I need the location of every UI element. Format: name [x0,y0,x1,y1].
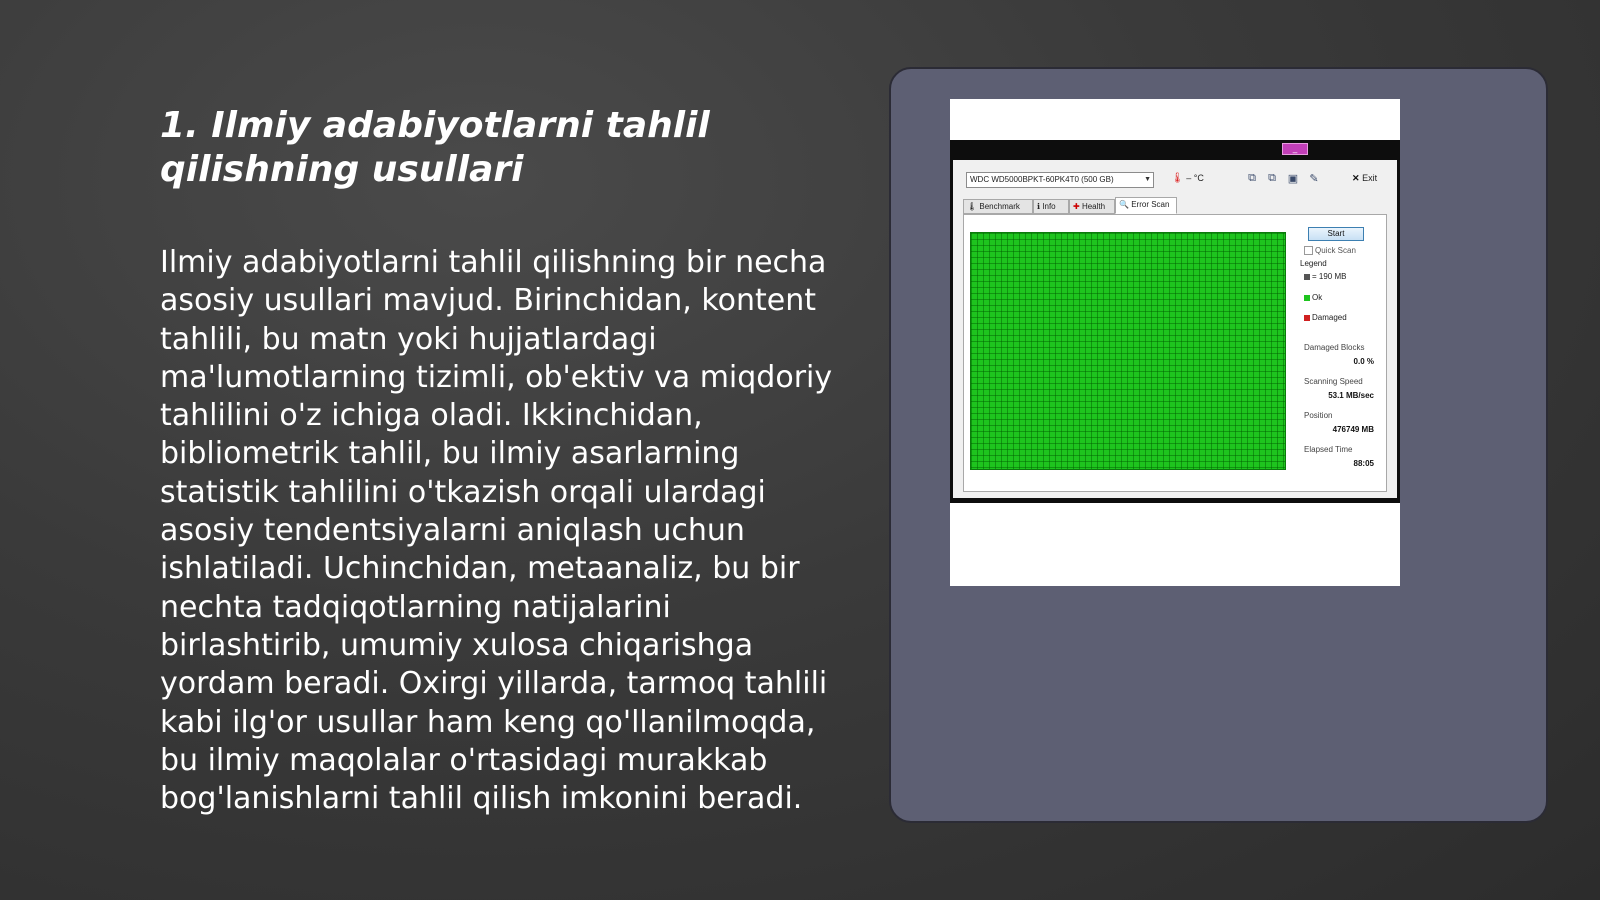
scanning-speed-value: 53.1 MB/sec [1328,391,1374,400]
tab-benchmark[interactable]: 🌡 Benchmark [963,199,1033,214]
exit-button[interactable] [1352,173,1377,184]
tab-info[interactable]: ℹ Info [1033,199,1069,214]
legend-title: Legend [1300,259,1327,268]
legend-ok: Ok [1304,293,1322,302]
start-button[interactable]: Start [1308,227,1364,241]
window-client [953,160,1397,498]
info-icon: ℹ [1037,202,1041,211]
damaged-blocks-value: 0.0 % [1353,357,1374,366]
exit-label: Exit [1362,173,1378,183]
minimize-button[interactable]: _ [1282,143,1308,155]
quick-scan-checkbox[interactable]: Quick Scan [1304,246,1356,255]
elapsed-time-value: 88:05 [1353,459,1374,468]
block-swatch-icon [1304,274,1310,280]
chevron-down-icon: ▼ [1144,176,1151,183]
scan-block-grid [970,232,1286,470]
position-label: Position [1304,411,1333,420]
legend-damaged: Damaged [1304,313,1347,322]
slide-body-text: Ilmiy adabiyotlarni tahlil qilishning bir necha asosiy usullari mavjud. Birinchidan, kontent tahlili, bu matn yoki hujjatlardagi ma'lumotlarning tizimli, ob'ektiv va miqdoriy tahlilini o'z ichiga oladi. Ikkinchidan, bibliometrik tahlil, bu ilmiy asarlarning statistik tahlilini o'tkazish orqali ulardagi asosiy tendentsiyalarni aniqlash uchun ishlatiladi. Uchinchidan, metaanaliz, bu bir nechta tadqiqotlarning natijalarini birlashtirib, umumiy xulosa chiqarishga yordam beradi. Oxirgi yillarda, tarmoq tahlili kabi ilg'or usullar ham keng qo'llanilmoqda, bu ilmiy maqolalar o'rtasidagi murakkab bog'lanishlarni tahlil qilish imkonini beradi. [160,245,833,817]
temperature-readout [1171,173,1204,184]
scanning-speed-label: Scanning Speed [1304,377,1363,386]
options-icon[interactable]: ✎ [1309,173,1319,185]
screenshot-image [950,99,1400,586]
health-icon: ✚ [1073,202,1080,211]
legend-block-size: = 190 MB [1304,272,1346,281]
temperature-value: – °C [1186,173,1204,183]
copy-text-icon[interactable]: ⧉ [1248,172,1256,184]
position-value: 476749 MB [1332,425,1374,434]
error-scan-panel [963,214,1387,492]
checkbox-box [1304,246,1313,255]
drive-select[interactable] [966,172,1154,188]
copy-screenshot-icon[interactable]: ⧉ [1268,172,1276,184]
close-icon: ✕ [1352,173,1360,183]
hdtune-window [950,140,1400,503]
drive-select-value: WDC WD5000BPKT-60PK4T0 (500 GB) [970,175,1114,184]
ok-swatch-icon [1304,295,1310,301]
tab-error-scan[interactable]: 🔍 Error Scan [1115,197,1177,214]
window-titlebar [950,140,1400,158]
elapsed-time-label: Elapsed Time [1304,445,1353,454]
save-icon[interactable]: ▣ [1287,173,1299,185]
thermometer-icon: 🌡 [1171,173,1184,184]
damaged-swatch-icon [1304,315,1310,321]
magnifier-icon: 🔍 [1119,200,1129,209]
damaged-blocks-label: Damaged Blocks [1304,343,1365,352]
tab-health[interactable]: ✚ Health [1069,199,1115,214]
slide-title: 1. Ilmiy adabiyotlarni tahlil qilishning usullari [160,105,710,190]
benchmark-icon: 🌡 [967,202,978,211]
